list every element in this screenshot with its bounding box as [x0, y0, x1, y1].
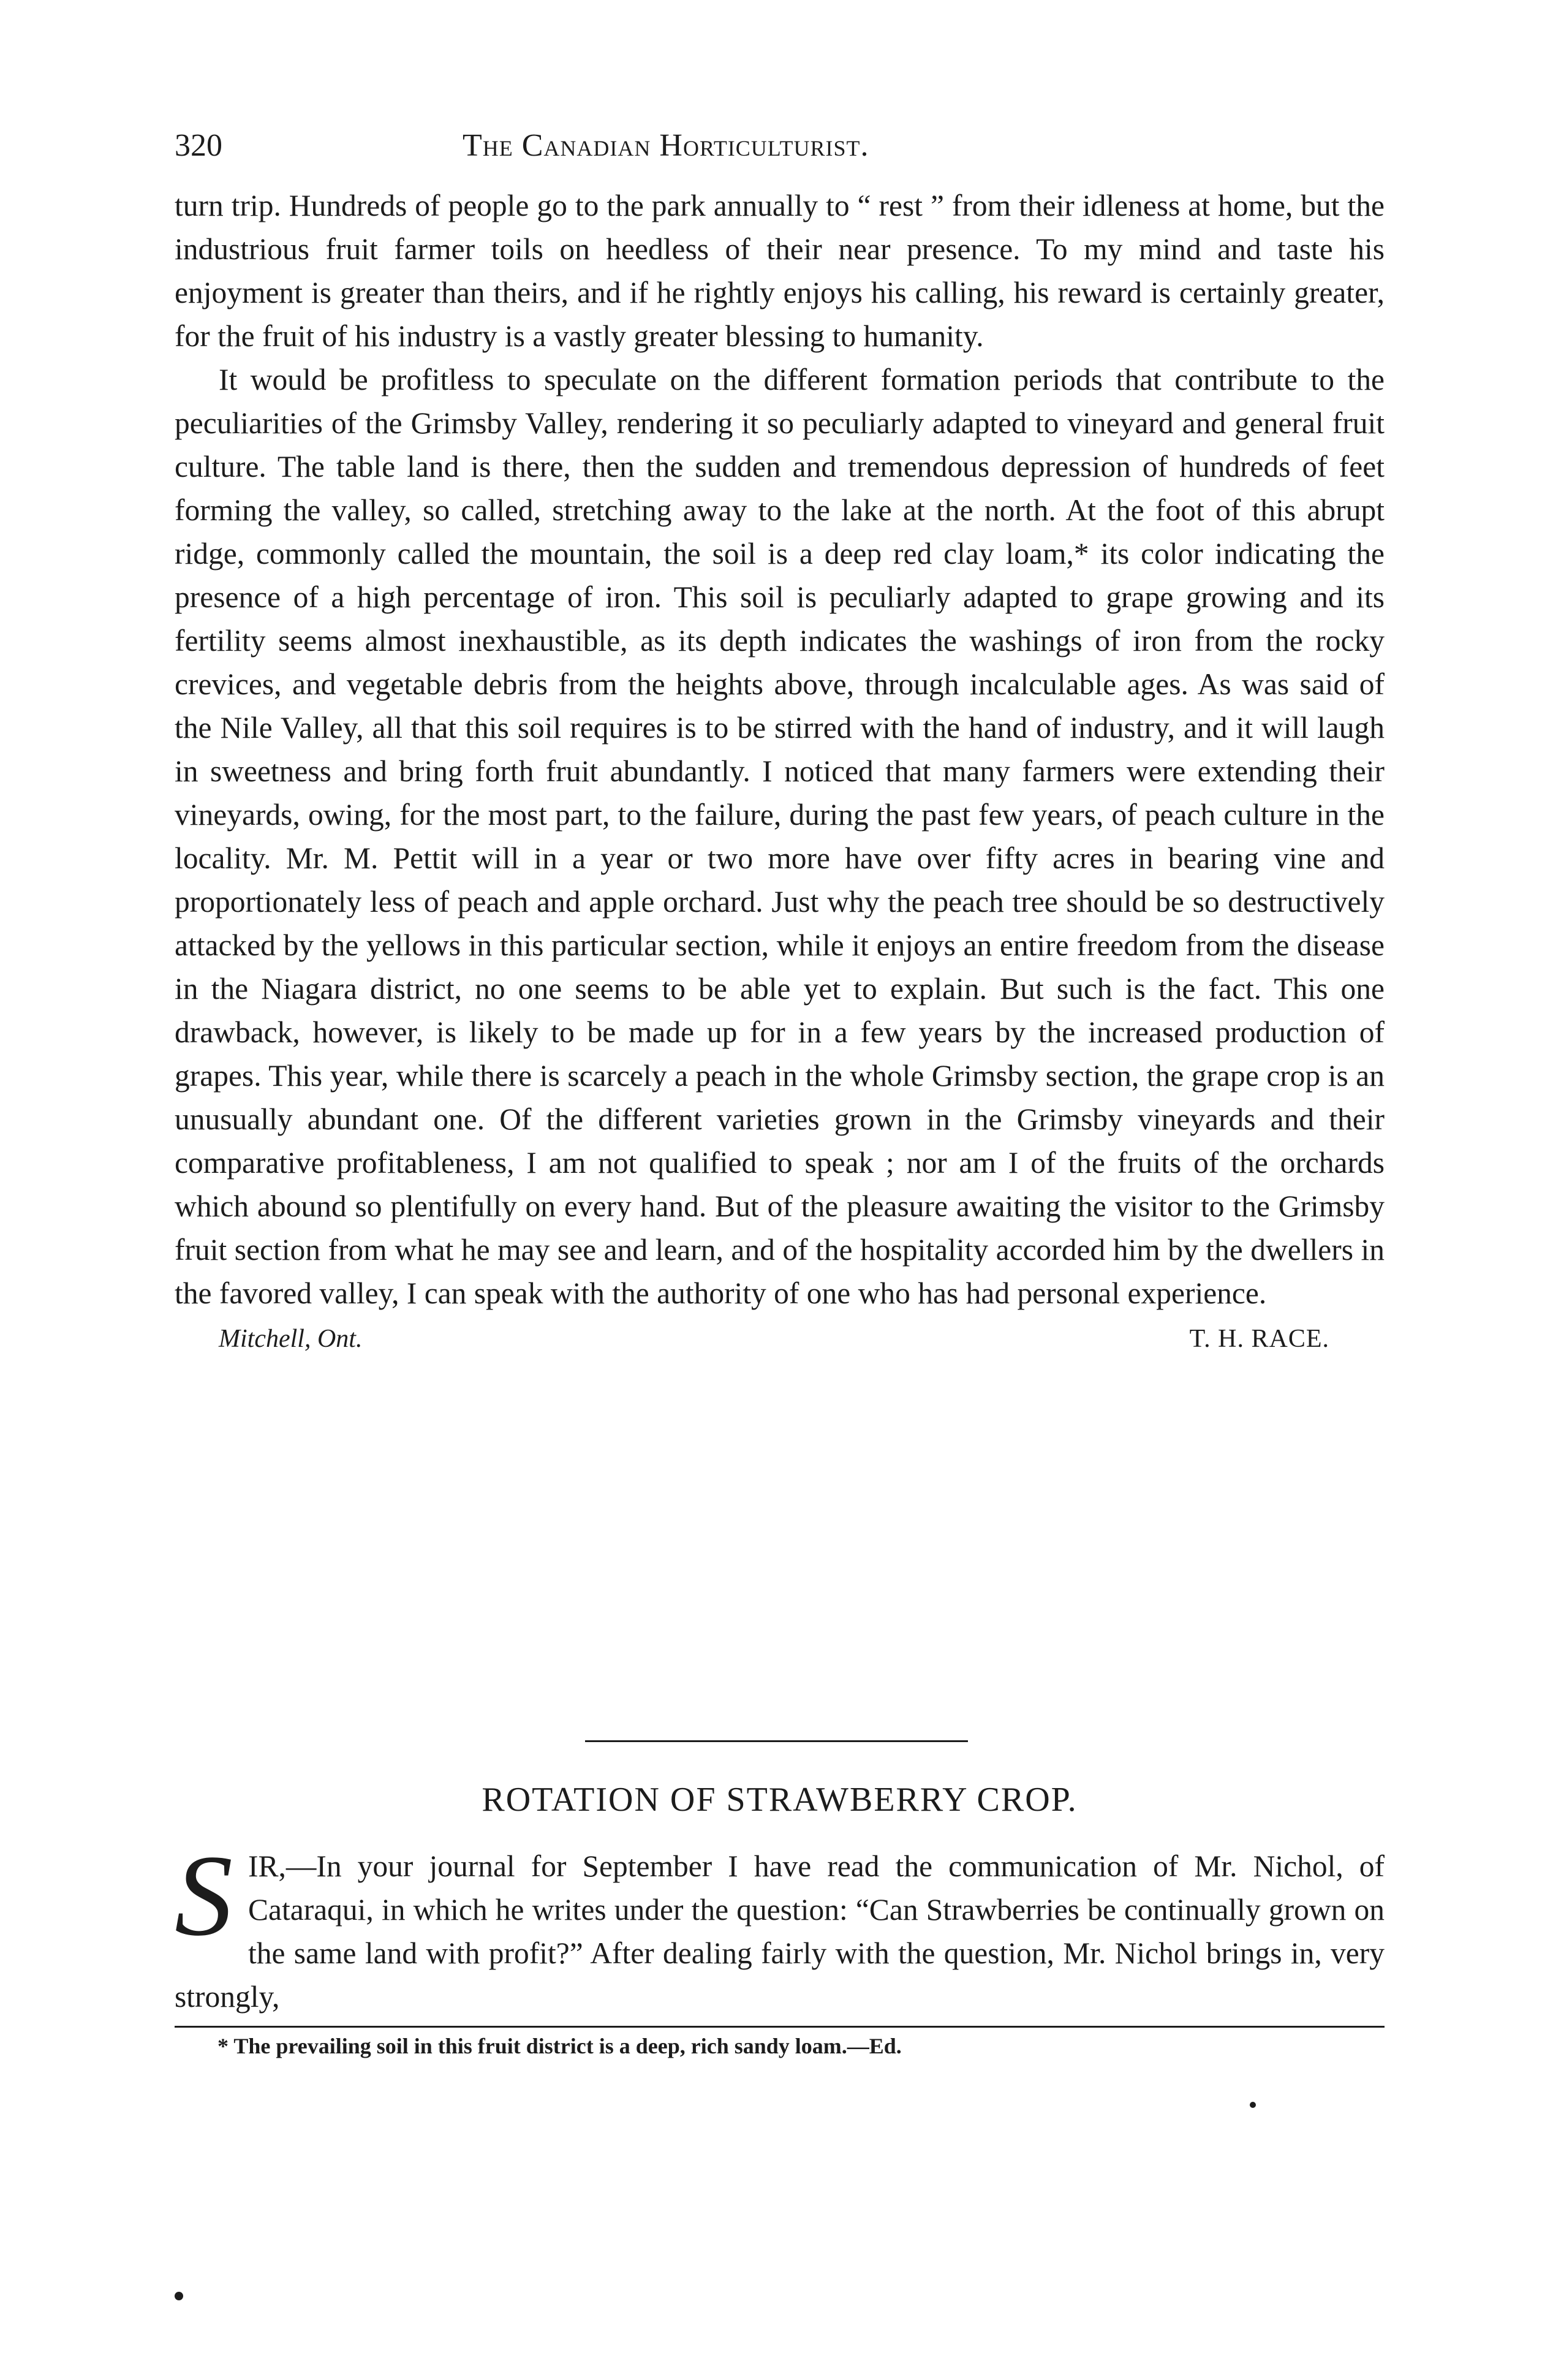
footnote-rule [175, 2026, 1385, 2028]
paragraph-continuation: turn trip. Hundreds of people go to the park annually to “ rest ” from their idleness at home, but the industrious fruit farmer toils on heedless of their near presence. To my mind and taste his enjoyment is greater than theirs, and if he rightly enjoys his calling, his reward is certainly greater, for the fruit of his industry is a vastly greater blessing to humanity. [175, 189, 1385, 353]
drop-cap-letter: S [175, 1832, 233, 1960]
page-header [175, 127, 1385, 170]
article-body [175, 184, 1385, 1360]
print-speck [175, 2292, 183, 2300]
footnote: * The prevailing soil in this fruit district is a deep, rich sandy loam.—Ed. [217, 2034, 902, 2058]
section-divider [585, 1740, 968, 1742]
print-speck [1250, 2102, 1256, 2108]
article-title: ROTATION OF STRAWBERRY CROP. [482, 1781, 1078, 1819]
letter-body [175, 1832, 1385, 2018]
paragraph-grimsby-valley: It would be profitless to speculate on the different formation periods that contribute to the peculiarities of the Grimsby Valley, rendering it so peculiarly adapted to vineyard and general fruit culture. The table land is there, then the sudden and tremendous depression of hundreds of feet forming the valley, so called, stretching away to the lake at the north. At the foot of this abrupt ridge, commonly called the mountain, the soil is a deep red clay loam,* its color indicating the presence of a high percentage of iron. This soil is peculiarly adapted to grape growing and its fertility seems almost inexhaustible, as its depth indicates the washings of iron from the rocky crevices, and vegetable debris from the heights above, through incalculable ages. As was said of the Nile Valley, all that this soil requires is to be stirred with the hand of industry, and it will laugh in sweetness and bring forth fruit abundantly. I noticed that many farmers were extending their vineyards, owing, for the most part, to the failure, during the past few years, of peach culture in the locality. Mr. M. Pettit will in a year or two more have over fifty acres in bearing vine and proportionately less of peach and apple orchard. Just why the peach tree should be so destructively attacked by the yellows in this particular section, while it enjoys an entire freedom from the disease in the Niagara district, no one seems to be able yet to explain. But such is the fact. This one drawback, however, is likely to be made up for in a few years by the increased production of grapes. This year, while there is scarcely a peach in the whole Grimsby section, the grape crop is an unusually abundant one. Of the different varieties grown in the Grimsby vineyards and their comparative profitableness, I am not qualified to speak ; nor am I of the fruits of the orchards which abound so plentifully on every hand. But of the pleasure awaiting the visitor to the Grimsby fruit section from what he may see and learn, and of the hospitality accorded him by the dwellers in the favored valley, I can speak with the authority of one who has had personal experience. [175, 363, 1385, 1310]
signature-line [175, 1317, 1385, 1360]
letter-text: IR,—In your journal for September I have read the communication of Mr. Nichol, of Cataraqui, in which he writes under the question: “Can Strawberries be continually grown on the same land with profit?” After dealing fairly with the question, Mr. Nichol brings in, very strongly, [175, 1849, 1385, 2014]
page-number: 320 [175, 128, 222, 163]
signature-place: Mitchell, Ont. [219, 1325, 363, 1353]
signature-name: T. H. RACE. [1189, 1325, 1329, 1353]
running-title: The Canadian Horticulturist. [463, 128, 869, 163]
